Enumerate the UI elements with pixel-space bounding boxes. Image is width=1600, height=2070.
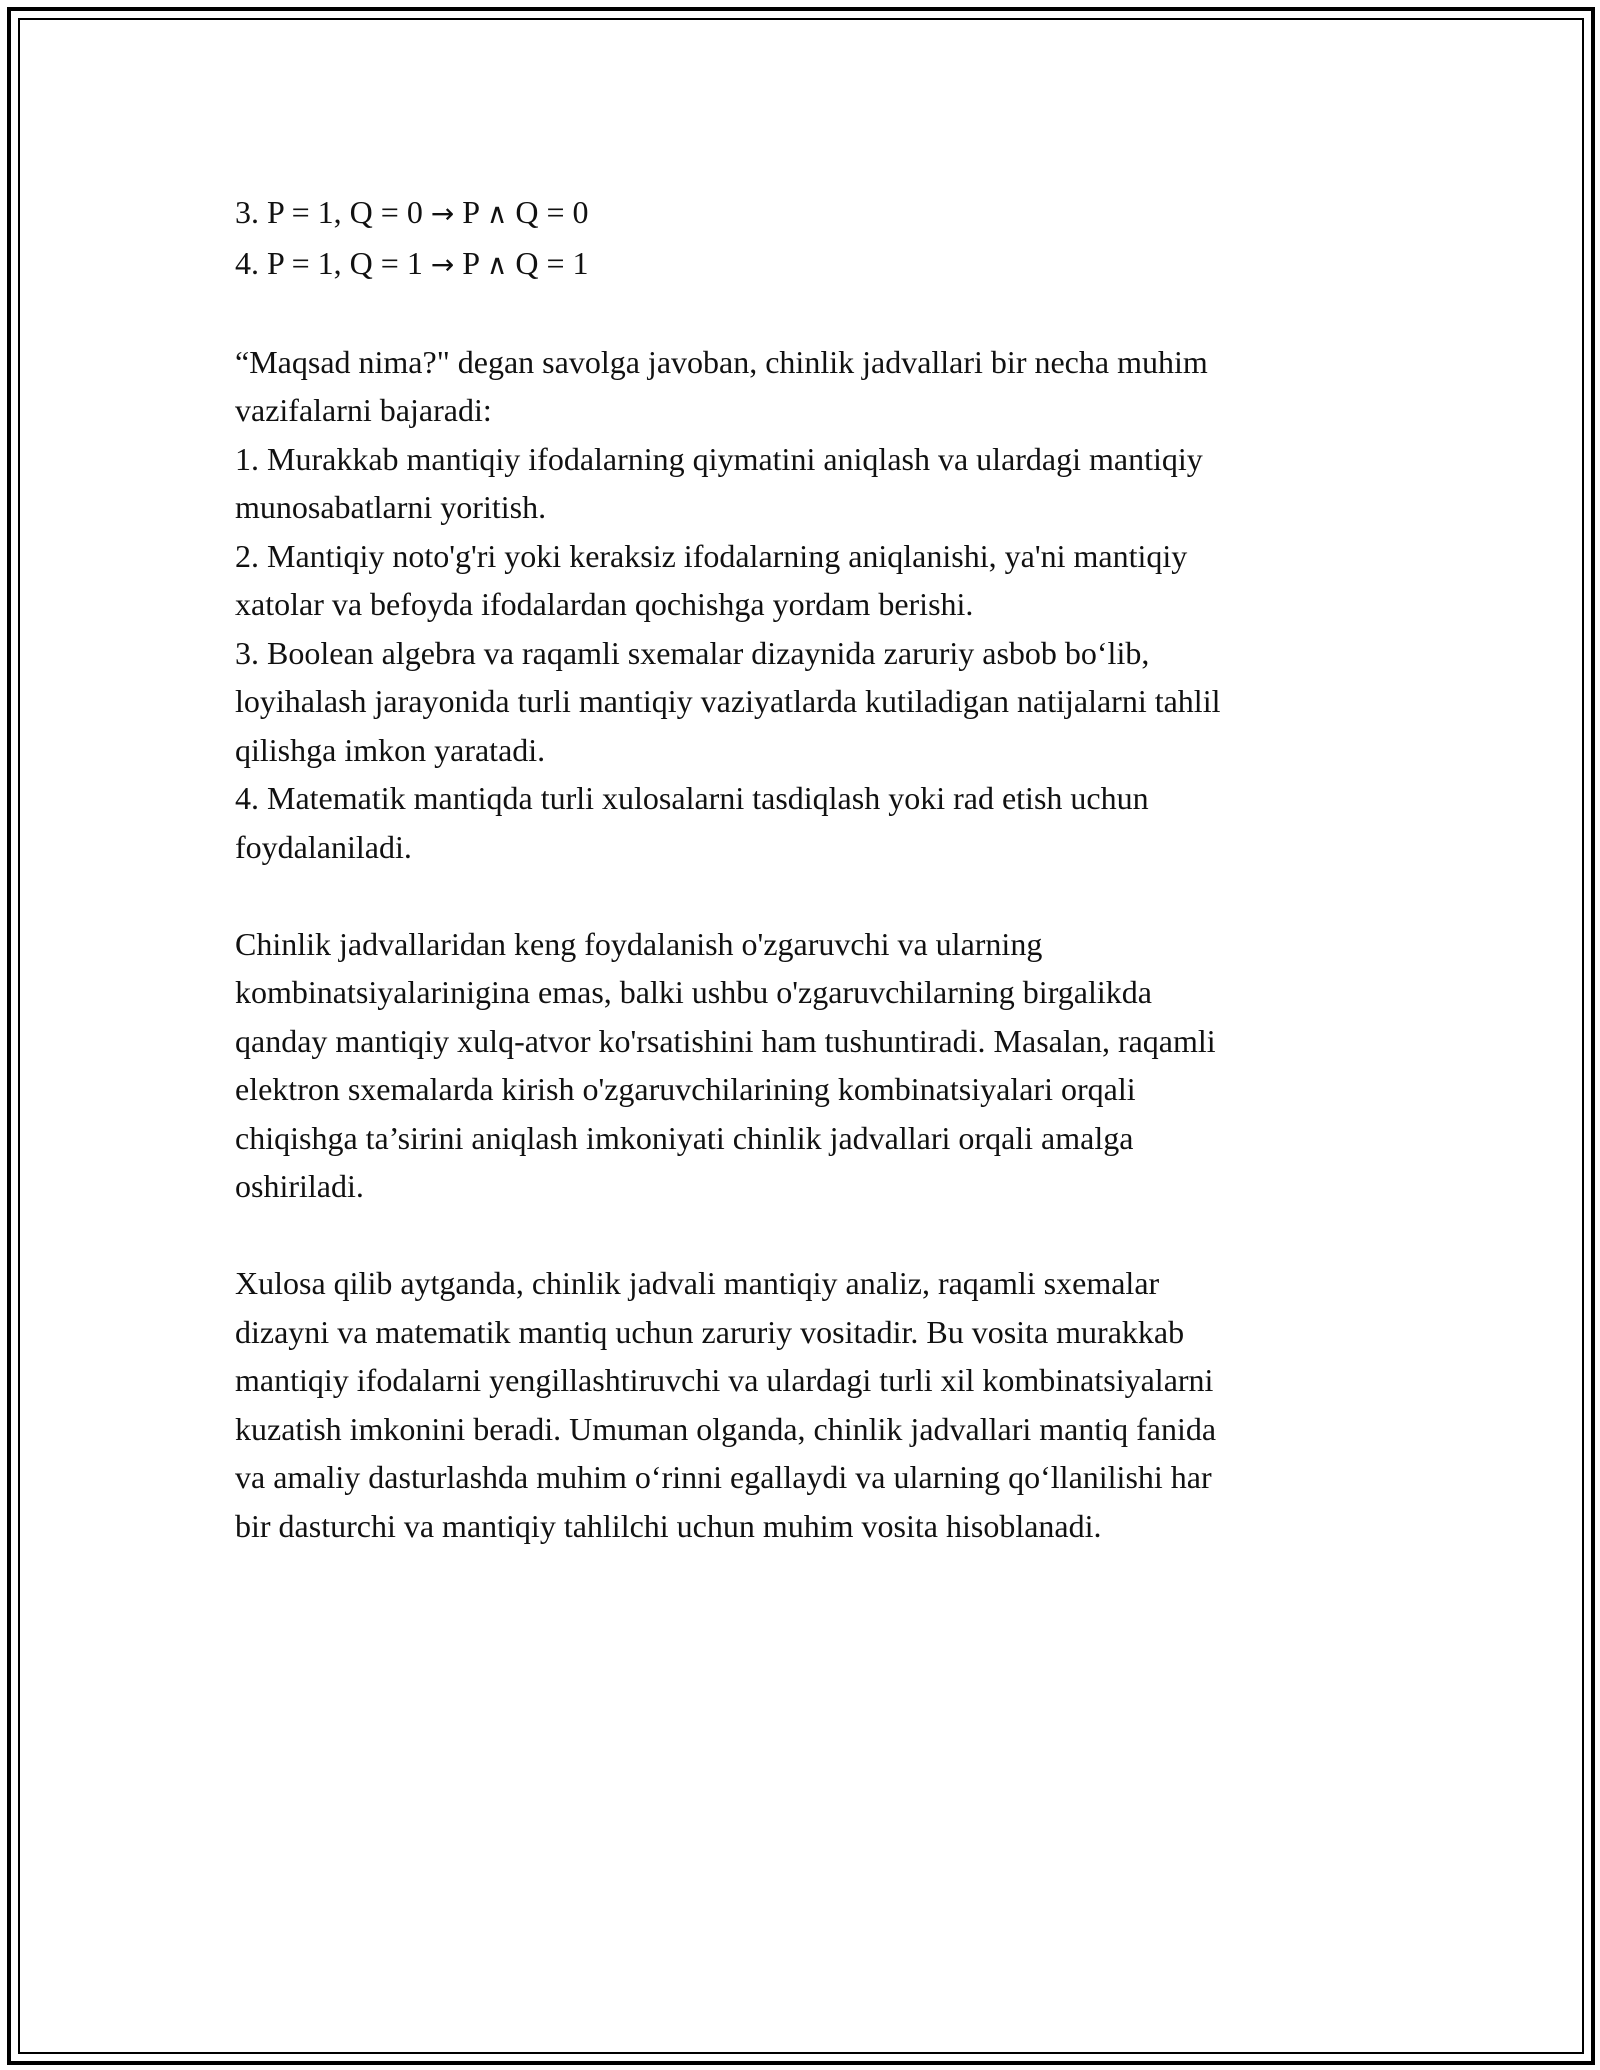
equation-text: Q = 0 — [507, 194, 589, 230]
text-line: foydalaniladi. — [235, 828, 412, 865]
text-line: “Maqsad nima?" degan savolga javoban, chinlik jadvallari bir necha muhim — [235, 343, 1208, 380]
paragraph-gap — [235, 1211, 1375, 1260]
and-symbol: ∧ — [486, 247, 508, 281]
text-line: va amaliy dasturlashda muhim o‘rinni egallaydi va ularning qo‘llanilishi har — [235, 1459, 1212, 1495]
text-line: Chinlik jadvallaridan keng foydalanish o'zgaruvchi va ularning — [235, 925, 1043, 962]
text-line: vazifalarni bajaradi: — [235, 392, 492, 428]
text-line: 1. Murakkab mantiqiy ifodalarning qiymatini aniqlash va ulardagi mantiqiy — [235, 440, 1203, 477]
document-body — [235, 188, 1375, 1550]
text-line: 2. Mantiqiy noto'g'ri yoki keraksiz ifodalarning aniqlanishi, ya'ni mantiqiy — [235, 537, 1188, 574]
equation-row-4 — [235, 239, 1375, 290]
text-line: qanday mantiqiy xulq-atvor ko'rsatishini ham tushuntiradi. Masalan, raqamli — [235, 1022, 1216, 1059]
paragraph-gap — [235, 871, 1375, 920]
text-line: mantiqiy ifodalarni yengillashtiruvchi va ulardagi turli xil kombinatsiyalarni — [235, 1362, 1214, 1398]
text-line: dizayni va matematik mantiq uchun zaruriy vositadir. Bu vosita murakkab — [235, 1313, 1185, 1350]
usage-paragraph — [235, 920, 1375, 1211]
equation-text: P — [454, 194, 487, 230]
text-line: oshiriladi. — [235, 1168, 364, 1204]
text-line: xatolar va befoyda ifodalardan qochishga yordam berishi. — [235, 586, 974, 622]
text-line: 4. Matematik mantiqda turli xulosalarni tasdiqlash yoki rad etish uchun — [235, 780, 1149, 816]
equation-text: 3. P = 1, Q = 0 — [235, 194, 431, 230]
text-line: elektron sxemalarda kirish o'zgaruvchilarining kombinatsiyalari orqali — [235, 1071, 1136, 1107]
truth-table-rows — [235, 188, 1375, 289]
equation-text: P — [454, 244, 487, 281]
text-line: kombinatsiyalarinigina emas, balki ushbu o'zgaruvchilarning birgalikda — [235, 974, 1152, 1010]
text-line: chiqishga ta’sirini aniqlash imkoniyati chinlik jadvallari orqali amalga — [235, 1119, 1134, 1156]
paragraph-gap — [235, 289, 1375, 338]
arrow-symbol: → — [430, 197, 455, 230]
purpose-paragraph — [235, 338, 1375, 872]
text-line: bir dasturchi va mantiqiy tahlilchi uchun muhim vosita hisoblanadi. — [235, 1507, 1102, 1544]
equation-text: Q = 1 — [507, 244, 589, 281]
text-line: qilishga imkon yaratadi. — [235, 731, 546, 768]
equation-row-3 — [235, 188, 1375, 239]
equation-text: 4. P = 1, Q = 1 — [235, 244, 431, 281]
and-symbol: ∧ — [486, 197, 508, 230]
arrow-symbol: → — [430, 247, 455, 281]
text-line: munosabatlarni yoritish. — [235, 489, 547, 525]
text-line: Xulosa qilib aytganda, chinlik jadvali mantiqiy analiz, raqamli sxemalar — [235, 1265, 1160, 1301]
text-line: kuzatish imkonini beradi. Umuman olganda, chinlik jadvallari mantiq fanida — [235, 1410, 1217, 1447]
text-line: loyihalash jarayonida turli mantiqiy vaziyatlarda kutiladigan natijalarni tahlil — [235, 683, 1221, 719]
text-line: 3. Boolean algebra va raqamli sxemalar dizaynida zaruriy asbob bo‘lib, — [235, 634, 1150, 671]
conclusion-paragraph — [235, 1259, 1375, 1550]
